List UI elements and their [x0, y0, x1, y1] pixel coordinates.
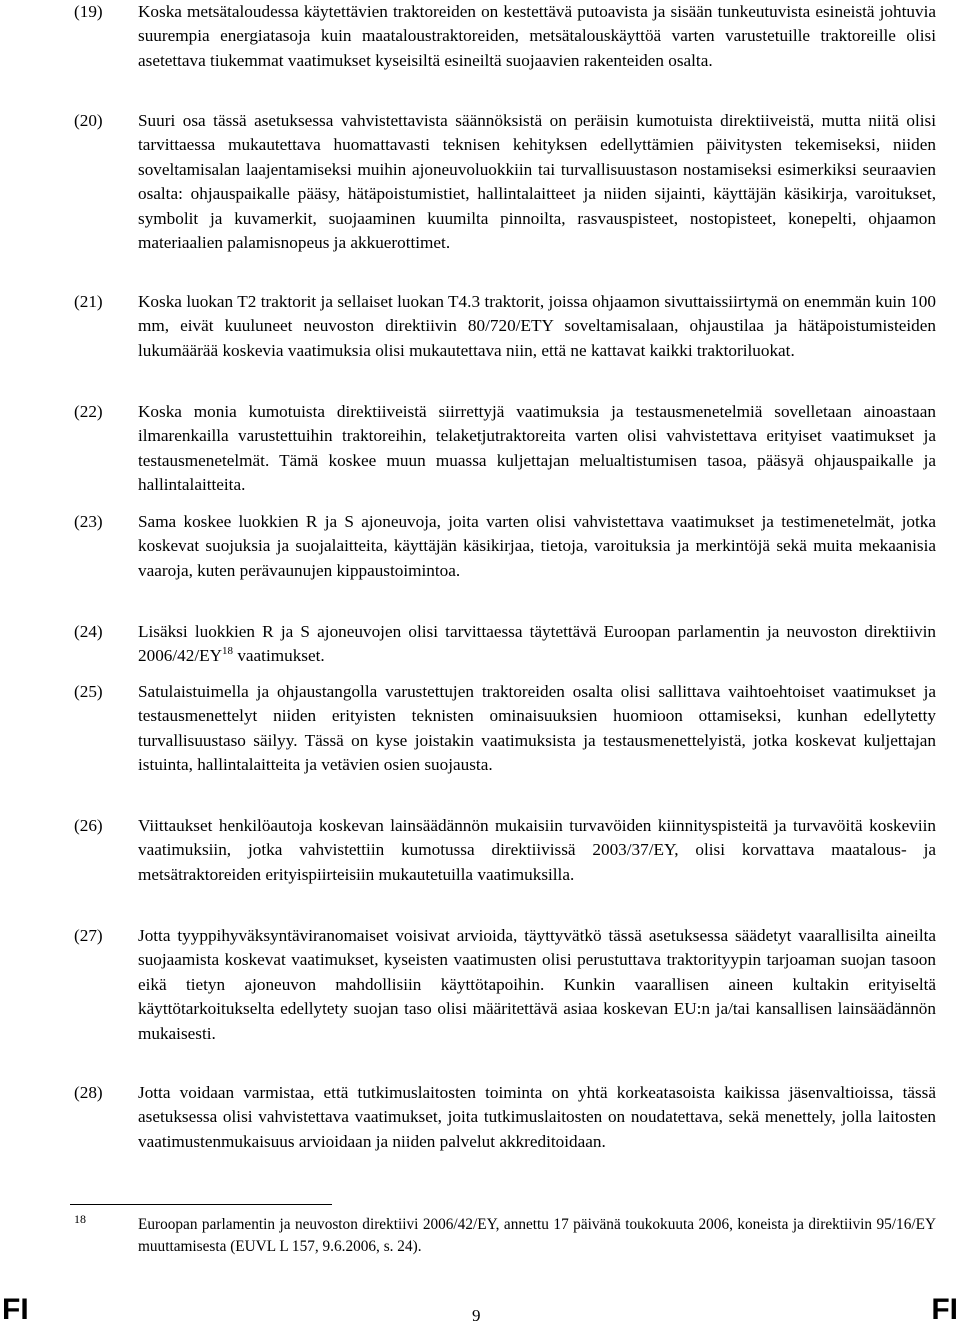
- recital-text: Satulaistuimella ja ohjaustangolla varustettujen traktoreiden osalta olisi sallittava vaihtoehtoiset vaatimukset ja testausmenettelyt niiden erityisten teknisten ominaisuuksien huomioon ottamiseksi, kunhan edellytetty turvallisuustaso säilyy. Tässä on kyse joistakin vaatimuksista ja testausmenettelyistä, jotka koskevat kuljettajan istuinta, hallintalaitteita ja vetävien osien suojausta.: [138, 682, 936, 775]
- footnote-text: Euroopan parlamentin ja neuvoston direktiivi 2006/42/EY, annettu 17 päivänä toukokuuta 2006, koneista ja direktiivin 95/16/EY muuttamisesta (EUVL L 157, 9.6.2006, s. 24).: [138, 1216, 936, 1255]
- recital-text: Koska monia kumotuista direktiiveistä siirrettyjä vaatimuksia ja testausmenetelmiä sovelletaan ainoastaan ilmarenkailla varustettuihin traktoreihin, telaketjutraktoreita varten olisi vahvistettava erityiset vaatimukset ja testausmenetelmät. Tämä koskee muun muassa kuljettajan melualtistumisen tasoa, pääsyä ohjauspaikalle ja hallintalaitteita.: [138, 402, 936, 495]
- recital-text: Viittaukset henkilöautoja koskevan lainsäädännön mukaisiin turvavöiden kiinnityspisteitä ja turvavöitä koskeviin vaatimuksiin, jotka vahvistettiin kumotussa direktiivissä 2003/37/EY, olisi korvattava maatalous- ja metsätraktoreiden erityispiirteisiin mukautetuilla vaatimuksilla.: [138, 816, 936, 884]
- language-code-left: FI: [2, 1293, 29, 1326]
- recital-number: (23): [74, 512, 103, 531]
- recital-number: (19): [74, 2, 103, 21]
- recital-number: (26): [74, 816, 103, 835]
- recital-text: Suuri osa tässä asetuksessa vahvistettavista säännöksistä on peräisin kumotuista direktiiveistä, mutta niitä olisi tarvittaessa mukautettava huomattavasti teknisen kehityksen edellyttämien päivitysten tekemiseksi, niiden soveltamisalan laajentamiseksi muihin ajoneuvoluokkiin tai turvallisuustason nostamiseksi esimerkiksi seuraavien osalta: ohjauspaikalle pääsy, hätäpoistumistiet, hallintalaitteet ja niiden sijainti, käyttäjän käsikirja, varoitukset, symbolit ja kuvamerkit, suojaaminen kuumilta pinnoilta, rasvauspisteet, nostopisteet, konepelti, ohjaamon materiaalien palamisnopeus ja akkuerottimet.: [138, 111, 936, 253]
- recital-number: (28): [74, 1083, 103, 1102]
- recital-text: Sama koskee luokkien R ja S ajoneuvoja, joita varten olisi vahvistettava vaatimukset ja testimenetelmät, jotka koskevat suojuksia ja suojalaitteita, käyttäjän käsikirjaa, tietoja, varoituksia ja merkintöjä sekä muita mekaanisia vaaroja, kuten perävaunujen kippaustoimintoa.: [138, 512, 936, 580]
- language-code-right: FI: [931, 1293, 958, 1326]
- recital-text: Koska metsätaloudessa käytettävien traktoreiden on kestettävä putoavista ja sisään tunkeutuvista esineistä johtuvia suurempia energiatasoja kuin maataloustraktoreiden, metsätalouskäyttöä varten varustetuille traktoreille olisi asetettava tiukemmat vaatimukset kyseisiltä esineiltä suojaavien rakenteiden osalta.: [138, 2, 936, 70]
- footnote-separator: [70, 1204, 332, 1205]
- recital-number: (21): [74, 292, 103, 311]
- recital-number: (20): [74, 111, 103, 130]
- footnote-number: 18: [74, 1212, 86, 1226]
- recital-text: Jotta voidaan varmistaa, että tutkimuslaitosten toiminta on yhtä korkeatasoista kaikissa jäsenvaltioissa, tässä asetuksessa olisi vahvistettava vaatimukset, joita tutkimuslaitosten on noudatettava, sekä menettely, jolla laitosten vaatimustenmukaisuus arvioidaan ja niiden palvelut akkreditoidaan.: [138, 1083, 936, 1151]
- page-number: 9: [472, 1306, 481, 1325]
- recital-number: (24): [74, 622, 103, 641]
- recital-text-tail: vaatimukset.: [233, 646, 325, 666]
- recital-text: Koska luokan T2 traktorit ja sellaiset luokan T4.3 traktorit, joissa ohjaamon sivuttaissiirtymä on enemmän kuin 100 mm, eivät kuuluneet neuvoston direktiivin 80/720/ETY soveltamisalaan, ohjaustilaa ja hätäpoistumisteiden lukumäärää koskevia vaatimuksia olisi mukautettava niin, että ne kattavat kaikki traktoriluokat.: [138, 292, 936, 360]
- recital-text: [138, 620, 936, 669]
- recital-text: Jotta tyyppihyväksyntäviranomaiset voisivat arvioida, täyttyvätkö tässä asetuksessa säädetyt vaarallisilta aineilta suojaamista koskevat vaatimukset, kyseisten vaatimusten olisi perustuttava traktorityypin tarjoaman suojan tasoon eikä tietyn ajoneuvon mahdollisiin käyttötapoihin. Kunkin vaarallisen aineen kultakin erityiseltä käyttötarkoitukselta edellytety suojan taso olisi määritettävä asiaa koskevan EU:n ja/tai kansallisen lainsäädännön mukaisesti.: [138, 926, 936, 1043]
- recital-number: (27): [74, 926, 103, 945]
- footnote-reference[interactable]: 18: [222, 645, 234, 658]
- recital-number: (25): [74, 682, 103, 701]
- recital-number: (22): [74, 402, 103, 421]
- recital-text-main: Lisäksi luokkien R ja S ajoneuvojen olisi tarvittaessa täytettävä Euroopan parlamentin ja neuvoston direktiivin 2006/42/EY: [138, 622, 936, 666]
